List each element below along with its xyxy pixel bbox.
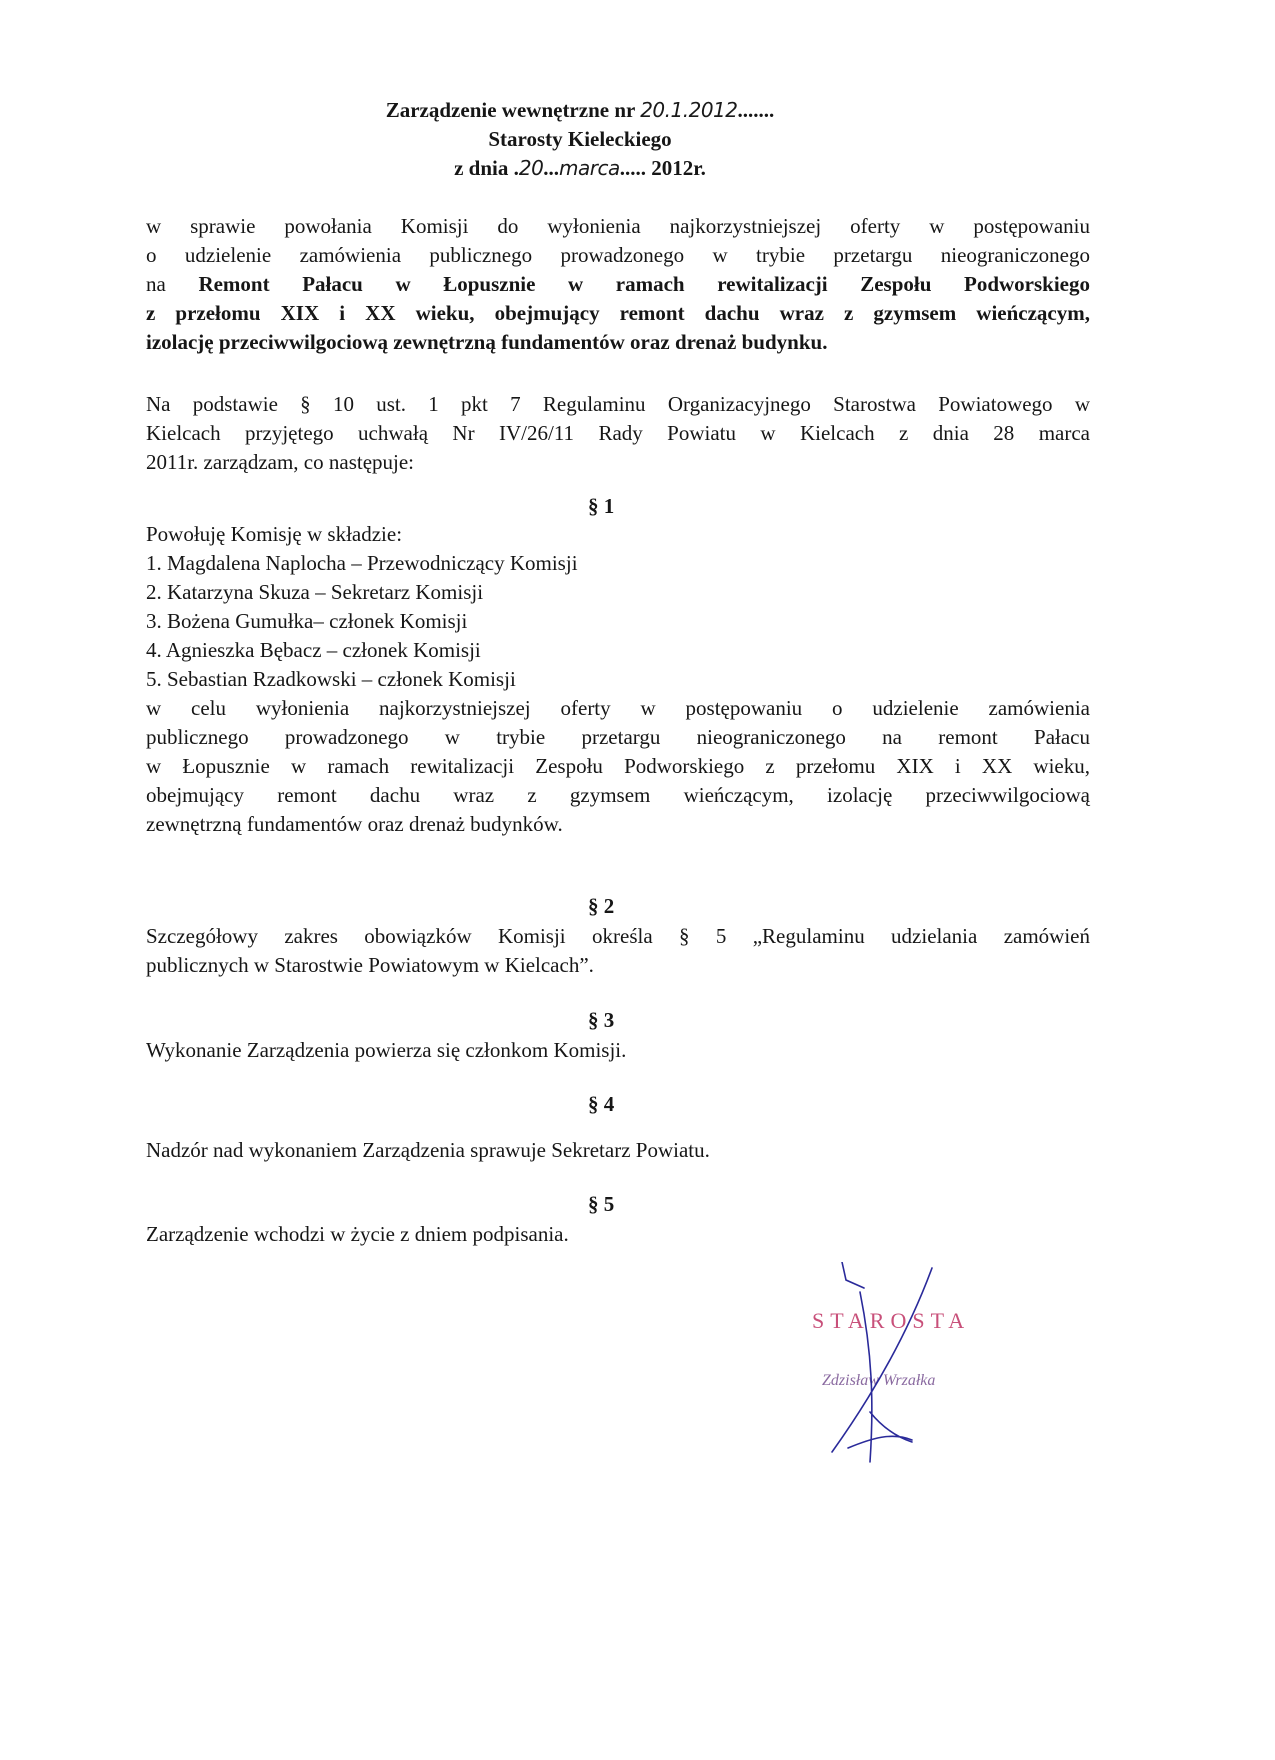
subject-line: izolację przeciwwilgociową zewnętrzną fundamentów oraz drenaż budynku. [146,330,828,354]
official-stamp [812,1262,1042,1502]
stamp-name: Zdzisław Wrzałka [822,1372,936,1389]
purpose-line: zewnętrzną fundamentów oraz drenaż budynków. [146,812,563,836]
purpose-line: w celu wyłonienia najkorzystniejszej oferty w postępowaniu o udzielenie zamówienia [146,696,1090,720]
list-item: 5. Sebastian Rzadkowski – członek Komisji [146,667,516,691]
basis-line: Kielcach przyjętego uchwałą Nr IV/26/11 Rady Powiatu w Kielcach z dnia 28 marca [146,421,1090,445]
handwritten-number: 20.1.2012 [640,98,738,122]
purpose-line: obejmujący remont dachu wraz z gzymsem wieńczącym, izolację przeciwwilgociową [146,783,1090,807]
list-item: 1. Magdalena Naplocha – Przewodniczący Komisji [146,551,578,575]
section-2-line: Szczegółowy zakres obowiązków Komisji określa § 5 „Regulaminu udzielania zamówień [146,924,1090,948]
section-mark-5: § 5 [588,1192,615,1216]
header-title-line [0,96,1160,125]
header-dots: ....... [737,98,775,122]
subject-line [146,270,1090,299]
list-item: 4. Agnieszka Bębacz – członek Komisji [146,638,481,662]
section-mark-3: § 3 [588,1008,615,1032]
subject-line: w sprawie powołania Komisji do wyłonienia najkorzystniejszej oferty w postępowaniu [146,214,1090,238]
handwritten-day: 20 [518,156,544,180]
section-mark-1: § 1 [588,494,615,518]
section-1-purpose [146,694,1090,839]
list-item: 2. Katarzyna Skuza – Sekretarz Komisji [146,580,484,604]
section-2-text [146,922,1090,980]
section-5-text: Zarządzenie wchodzi w życie z dniem podpisania. [146,1222,569,1246]
header-date-line [0,154,1160,183]
document-header [0,96,1160,183]
header-title: Zarządzenie wewnętrzne nr [385,98,635,122]
section-mark-2: § 2 [588,894,615,918]
basis-line: Na podstawie § 10 ust. 1 pkt 7 Regulaminu Organizacyjnego Starostwa Powiatowego w [146,392,1090,416]
subject-prefix: na [146,272,166,296]
list-item: 3. Bożena Gumułka– członek Komisji [146,609,468,633]
section-4-text: Nadzór nad wykonaniem Zarządzenia sprawuje Sekretarz Powiatu. [146,1138,710,1162]
purpose-line: w Łopusznie w ramach rewitalizacji Zespołu Podworskiego z przełomu XIX i XX wieku, [146,754,1090,778]
handwritten-signature [812,1262,1042,1502]
basis-line: 2011r. zarządzam, co następuje: [146,450,415,474]
subject-paragraph [146,212,1090,357]
handwritten-month: marca [559,156,620,180]
section-2-line: publicznych w Starostwie Powiatowym w Kielcach”. [146,953,594,977]
header-issuer: Starosty Kieleckiego [488,127,672,151]
list-lead: Powołuję Komisję w składzie: [146,522,403,546]
date-prefix: z dnia . [454,156,519,180]
subject-title: Remont Pałacu w Łopusznie w ramach rewitalizacji Zespołu Podworskiego [198,272,1090,296]
section-1-list [146,520,1090,694]
purpose-line: publicznego prowadzonego w trybie przetargu nieograniczonego na remont Pałacu [146,725,1090,749]
subject-line: z przełomu XIX i XX wieku, obejmujący remont dachu wraz z gzymsem wieńczącym, [146,301,1090,325]
date-dots: ... [543,156,560,180]
section-3-text: Wykonanie Zarządzenia powierza się członkom Komisji. [146,1038,627,1062]
legal-basis [146,390,1090,477]
date-suffix: ..... 2012r. [619,156,706,180]
subject-line: o udzielenie zamówienia publicznego prowadzonego w trybie przetargu nieograniczonego [146,243,1090,267]
section-mark-4: § 4 [588,1092,615,1116]
stamp-title: STAROSTA [812,1308,971,1333]
